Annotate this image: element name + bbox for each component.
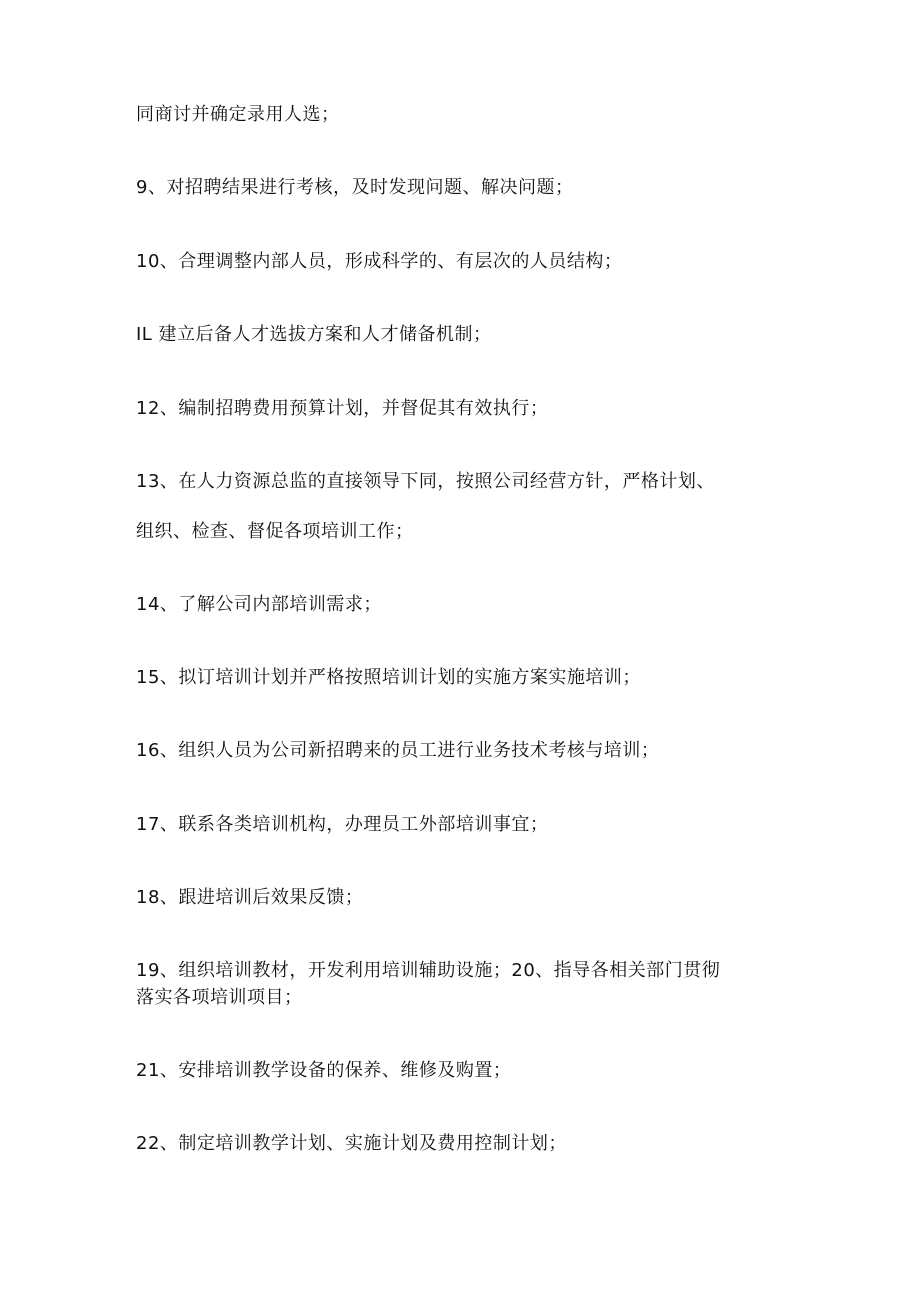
text-line: 9、对招聘结果进行考核，及时发现问题、解决问题； — [136, 177, 574, 198]
text-line: 14、了解公司内部培训需求； — [136, 594, 382, 615]
text-line: 16、组织人员为公司新招聘来的员工进行业务技术考核与培训； — [136, 740, 660, 761]
text-line: 18、跟进培训后效果反馈； — [136, 887, 364, 908]
text-line: 17、联系各类培训机构，办理员工外部培训事宜； — [136, 814, 549, 835]
text-line: 12、编制招聘费用预算计划，并督促其有效执行； — [136, 398, 549, 419]
text-line: IL 建立后备人才选拔方案和人才储备机制； — [136, 324, 492, 345]
text-line: 22、制定培训教学计划、实施计划及费用控制计划； — [136, 1133, 567, 1154]
text-line: 21、安排培训教学设备的保养、维修及购置； — [136, 1060, 512, 1081]
text-line: 落实各项培训项目； — [136, 987, 303, 1008]
text-line: 组织、检查、督促各项培训工作； — [136, 521, 414, 542]
text-line: 15、拟订培训计划并严格按照培训计划的实施方案实施培训； — [136, 667, 641, 688]
text-line: 同商讨并确定录用人选； — [136, 104, 340, 125]
text-line: 19、组织培训教材，开发利用培训辅助设施；20、指导各相关部门贯彻 — [136, 960, 721, 981]
text-line: 10、合理调整内部人员，形成科学的、有层次的人员结构； — [136, 251, 623, 272]
text-line: 13、在人力资源总监的直接领导下同，按照公司经营方针，严格计划、 — [136, 471, 715, 492]
